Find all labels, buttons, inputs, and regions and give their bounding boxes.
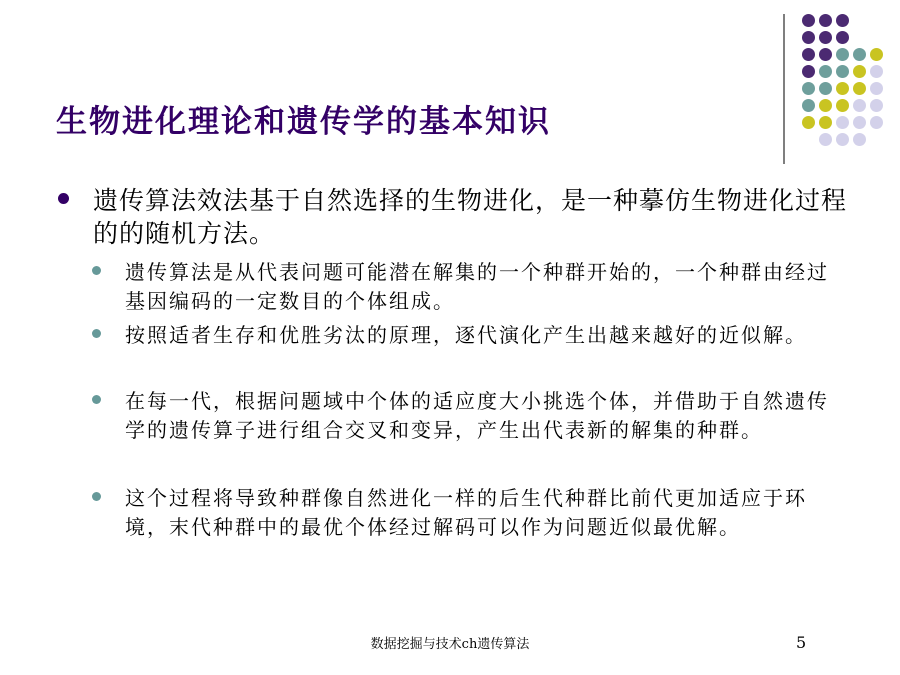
dot-icon: [853, 99, 866, 112]
dot-icon: [819, 82, 832, 95]
dot-icon: [870, 99, 883, 112]
dot-icon: [819, 99, 832, 112]
dot-icon: [836, 99, 849, 112]
slide-title: 生物进化理论和遗传学的基本知识: [56, 104, 551, 140]
sub-bullet-icon: [92, 329, 101, 338]
dot-icon: [836, 82, 849, 95]
dot-icon: [819, 133, 832, 146]
dot-icon: [836, 31, 849, 44]
dot-icon: [836, 48, 849, 61]
dot-icon: [853, 65, 866, 78]
slide-footer: 数据挖掘与技术ch遗传算法: [370, 637, 530, 652]
dot-icon: [802, 48, 815, 61]
divider-line: [783, 14, 785, 164]
dot-icon: [836, 14, 849, 27]
dot-icon: [819, 31, 832, 44]
dot-icon: [819, 48, 832, 61]
dot-icon: [853, 82, 866, 95]
dot-icon: [802, 14, 815, 27]
dot-icon: [836, 116, 849, 129]
dot-icon: [853, 48, 866, 61]
dot-icon: [819, 116, 832, 129]
dot-icon: [870, 116, 883, 129]
sub-bullet-text: 这个过程将导致种群像自然进化一样的后生代种群比前代更加适应于环境，末代种群中的最优个体经过解码可以作为问题近似最优解。: [125, 486, 807, 539]
dot-icon: [836, 133, 849, 146]
dot-icon: [870, 65, 883, 78]
dot-icon: [836, 65, 849, 78]
sub-bullet-icon: [92, 492, 101, 501]
sub-bullet-text: 在每一代，根据问题域中个体的适应度大小挑选个体，并借助于自然遗传学的遗传算子进行组合交叉和变异，产生出代表新的解集的种群。: [125, 389, 829, 442]
main-bullet-text: 遗传算法效法基于自然选择的生物进化，是一种摹仿生物进化过程的的随机方法。: [93, 186, 848, 248]
bullet-icon: [58, 193, 69, 204]
sub-bullet-text: 按照适者生存和优胜劣汰的原理，逐代演化产生出越来越好的近似解。: [125, 323, 807, 347]
sub-bullet-icon: [92, 395, 101, 404]
dot-icon: [802, 82, 815, 95]
sub-bullet-text: 遗传算法是从代表问题可能潜在解集的一个种群开始的，一个种群由经过基因编码的一定数目的个体组成。: [125, 260, 829, 313]
dot-icon: [802, 65, 815, 78]
dot-icon: [870, 82, 883, 95]
dot-icon: [870, 48, 883, 61]
dot-icon: [802, 31, 815, 44]
dot-icon: [853, 116, 866, 129]
dot-icon: [802, 116, 815, 129]
dot-icon: [819, 14, 832, 27]
dot-icon: [819, 65, 832, 78]
sub-bullet-icon: [92, 266, 101, 275]
page-number: 5: [796, 633, 807, 652]
dot-icon: [802, 99, 815, 112]
dot-icon: [853, 133, 866, 146]
